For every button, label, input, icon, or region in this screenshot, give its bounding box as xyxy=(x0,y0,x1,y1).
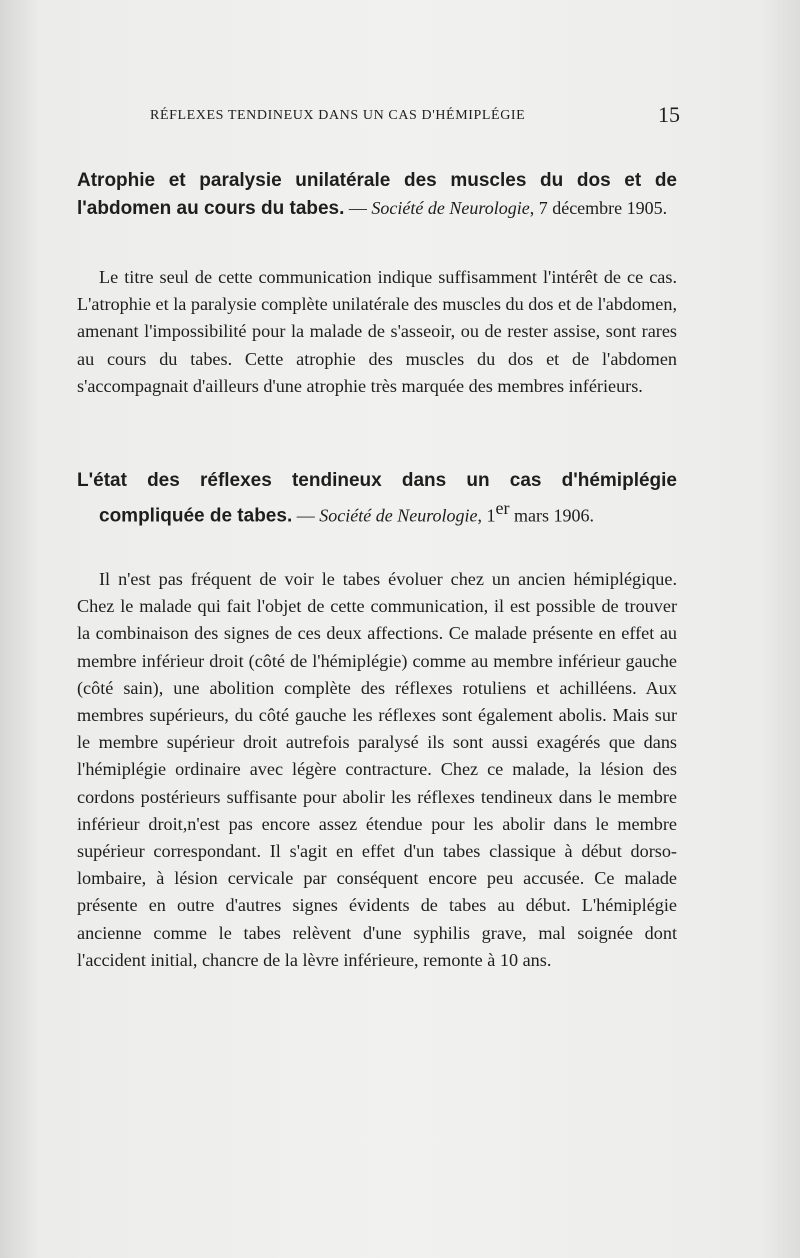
heading-title: L'état des réflexes tendineux dans un cas d'hémiplégie compliquée de tabes. xyxy=(77,470,677,526)
heading-date-pre: , 1 xyxy=(477,504,496,525)
heading-title: Atrophie et paralysie unilatérale des muscles du dos et de l'abdomen au cours du tabes. xyxy=(77,170,677,219)
heading-date: , 7 décembre 1905. xyxy=(529,197,668,218)
body-paragraph: Le titre seul de cette communication indique suffisamment l'intérêt de ce cas. L'atrophie et la paralysie complète unilatérale des muscles du dos et de l'abdomen, amenant l'impossibilité pour la malade de s'asseoir, ou de rester assise, sont rares au cours du tabes. Cette atrophie des muscles du dos et de l'abdomen s'accompagnait d'ailleurs d'une atrophie très marquée des membres inférieurs. xyxy=(77,267,677,396)
section-heading xyxy=(77,468,677,529)
heading-source: Société de Neurologie xyxy=(319,504,478,525)
page-number: 15 xyxy=(658,102,680,127)
section-heading xyxy=(77,168,677,222)
running-title: RÉFLEXES TENDINEUX DANS UN CAS D'HÉMIPLÉGIE xyxy=(150,108,526,123)
section-atrophie xyxy=(77,168,677,222)
heading-date-post: mars 1906. xyxy=(509,504,595,525)
heading-dash: — xyxy=(292,504,320,525)
section-reflexes xyxy=(77,468,677,529)
body-paragraph: Il n'est pas fréquent de voir le tabes évoluer chez un ancien hémiplégique. Chez le malade qui fait l'objet de cette communication, il est possible de trouver la combinaison des signes de ces deux affections. Ce malade présente en effet au membre inférieur droit (côté de l'hémiplégie) comme au membre inférieur gauche (côté sain), une abolition complète des réflexes rotuliens et achilléens. Aux membres supérieurs, du côté gauche les réflexes sont également abolis. Mais sur le membre supérieur droit autrefois paralysé ils sont aussi exagérés que dans l'hémiplégie ordinaire avec légère contracture. Chez ce malade, la lésion des cordons postérieurs suffisante pour abolir les réflexes tendineux dans le membre inférieur droit,n'est pas encore assez étendue pour les abolir dans le membre supérieur correspondant. Il s'agit en effet d'un tabes classique à début dorso-lombaire, à lésion cervicale par conséquent encore peu accusée. Ce malade présente en outre d'autres signes évidents de tabes au début. L'hémiplégie ancienne comme le tabes relèvent d'une syphilis grave, mal soignée dont l'accident initial, chancre de la lèvre inférieure, remonte à 10 ans. xyxy=(77,569,677,970)
heading-date-sup: er xyxy=(495,497,510,518)
section-atrophie-body xyxy=(77,264,677,400)
heading-source: Société de Neurologie xyxy=(371,197,530,218)
section-reflexes-body xyxy=(77,566,677,974)
heading-dash: — xyxy=(344,197,372,218)
